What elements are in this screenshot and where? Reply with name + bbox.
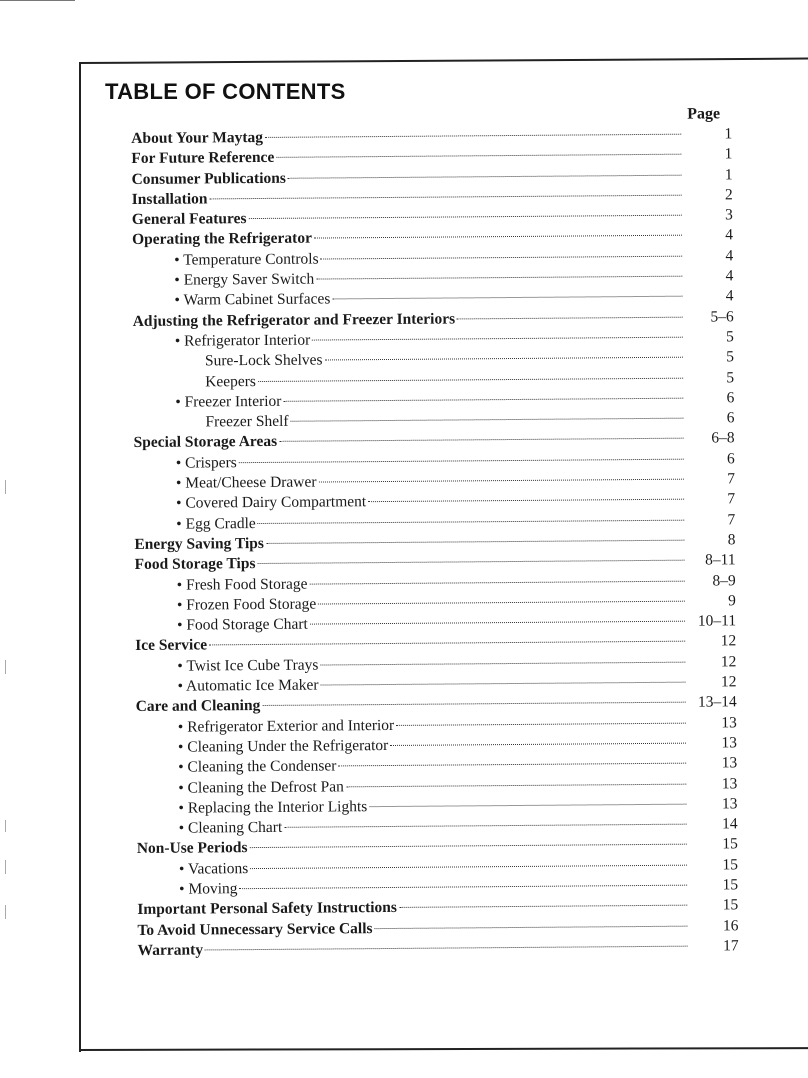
toc-entry-label: • Crispers <box>175 453 237 472</box>
dot-leader <box>338 763 686 767</box>
toc-entry-label: Warranty <box>137 941 204 959</box>
dot-leader <box>284 824 686 828</box>
dot-leader <box>262 702 685 706</box>
toc-entry-page: 6 <box>726 389 735 407</box>
toc-entry-label: • Cleaning the Defrost Pan <box>178 777 344 797</box>
dot-leader <box>250 864 687 868</box>
toc-entry-page: 6 <box>726 409 735 427</box>
toc-entry-label: • Refrigerator Exterior and Interior <box>177 716 395 736</box>
toc-entry-page: 1 <box>724 165 733 183</box>
toc-entry-label: Adjusting the Refrigerator and Freezer Interiors <box>132 310 456 330</box>
toc-entry-label: Installation <box>131 190 208 208</box>
toc-entry-label: To Avoid Unnecessary Service Calls <box>137 919 373 939</box>
dot-leader <box>312 337 683 341</box>
toc-entry-page: 8–9 <box>712 571 736 589</box>
toc-entry-label: • Vacations <box>178 859 249 878</box>
toc-entry-label: • Cleaning the Condenser <box>178 757 337 776</box>
toc-entry-page: 15 <box>722 876 739 894</box>
toc-entry-page: 14 <box>722 815 738 833</box>
dot-leader <box>390 743 686 746</box>
toc-entry-page: 2 <box>724 186 733 204</box>
toc-list <box>131 124 741 961</box>
dot-leader <box>319 479 684 483</box>
toc-entry-label: • Moving <box>179 880 238 898</box>
toc-entry-page: 17 <box>723 937 739 955</box>
toc-entry-page: 5–6 <box>710 307 734 326</box>
dot-leader <box>249 844 686 848</box>
dot-leader <box>399 905 687 908</box>
dot-leader <box>375 925 688 928</box>
toc-entry-label: • Freezer Interior <box>175 392 282 411</box>
dot-leader <box>314 235 682 239</box>
toc-entry-page: 7 <box>727 470 735 488</box>
dot-leader <box>310 621 685 625</box>
dot-leader <box>266 540 684 544</box>
scan-margin-mark <box>5 660 6 674</box>
scan-margin-mark <box>5 860 6 874</box>
toc-entry-label: Consumer Publications <box>131 169 286 188</box>
toc-entry-label: For Future Reference <box>131 149 275 168</box>
dot-leader <box>324 357 682 361</box>
toc-entry-label: • Frozen Food Storage <box>176 595 317 614</box>
toc-entry-label: • Refrigerator Interior <box>174 331 311 350</box>
toc-entry-page: 13 <box>721 713 737 731</box>
toc-entry-label: • Covered Dairy Compartment <box>176 493 367 513</box>
toc-entry-page: 15 <box>722 835 738 853</box>
dot-leader <box>205 946 688 951</box>
dot-leader <box>257 560 684 564</box>
toc-entry-page: 6–8 <box>711 429 735 447</box>
dot-leader <box>321 255 683 259</box>
dot-leader <box>258 519 685 523</box>
toc-entry-label: Freezer Shelf <box>205 412 289 431</box>
dot-leader <box>321 682 686 686</box>
dot-leader <box>457 316 683 319</box>
dot-leader <box>240 885 688 890</box>
frame-top-border <box>79 58 808 64</box>
toc-entry-label: • Egg Cradle <box>176 514 256 533</box>
toc-entry-page: 13 <box>721 754 738 772</box>
table-of-contents <box>131 103 741 961</box>
toc-entry-label: • Cleaning Chart <box>178 818 283 837</box>
dot-leader <box>209 641 685 646</box>
toc-entry-label: Sure-Lock Shelves <box>204 351 323 370</box>
toc-entry-label: • Temperature Controls <box>174 250 319 269</box>
toc-entry-label: Special Storage Areas <box>133 433 278 452</box>
dot-leader <box>239 458 684 462</box>
page-column-header: Page <box>687 105 721 123</box>
toc-entry-page: 16 <box>722 916 739 934</box>
dot-leader <box>332 296 682 300</box>
toc-entry-label: Energy Saving Tips <box>134 534 265 553</box>
toc-entry-label: • Meat/Cheese Drawer <box>175 473 317 492</box>
toc-entry-page: 7 <box>727 490 736 508</box>
toc-entry-page: 5 <box>726 348 735 366</box>
toc-entry-page: 4 <box>725 287 734 305</box>
toc-entry-label: • Cleaning Under the Refrigerator <box>177 736 389 756</box>
toc-entry-label: Important Personal Safety Instructions <box>137 899 397 919</box>
dot-leader <box>396 722 686 725</box>
toc-entry-page: 4 <box>725 267 734 285</box>
toc-entry-page: 5 <box>726 368 735 386</box>
dot-leader <box>283 398 683 402</box>
toc-entry-label: Non-Use Periods <box>136 839 248 858</box>
toc-entry-page: 10–11 <box>697 612 737 630</box>
scan-margin-mark <box>5 480 6 494</box>
frame-left-border <box>79 62 81 1052</box>
toc-entry-page: 12 <box>720 632 737 650</box>
toc-entry-page: 15 <box>722 896 739 914</box>
frame-bottom-border <box>79 1047 808 1051</box>
toc-entry-page: 5 <box>725 328 734 346</box>
dot-leader <box>279 438 683 442</box>
toc-entry-page: 13–14 <box>697 693 737 711</box>
toc-entry-label: • Automatic Ice Maker <box>177 676 319 695</box>
dot-leader <box>265 134 681 138</box>
toc-entry-label: • Replacing the Interior Lights <box>178 797 368 817</box>
toc-entry-label: Care and Cleaning <box>135 697 261 716</box>
toc-entry-page: 9 <box>728 592 736 610</box>
dot-leader <box>258 377 683 381</box>
toc-entry-page: 4 <box>725 226 734 244</box>
toc-entry-page: 15 <box>722 855 739 874</box>
toc-entry-label: About Your Maytag <box>131 128 264 147</box>
dot-leader <box>288 174 682 178</box>
toc-entry-page: 12 <box>720 673 737 691</box>
toc-entry-label: Keepers <box>205 372 256 390</box>
toc-entry-label: • Fresh Food Storage <box>176 575 308 594</box>
toc-entry-page: 7 <box>727 510 736 528</box>
toc-entry-page: 1 <box>724 125 733 143</box>
toc-entry-label: • Twist Ice Cube Trays <box>177 656 319 675</box>
toc-entry-page: 6 <box>726 450 735 468</box>
dot-leader <box>276 154 681 158</box>
dot-leader <box>369 803 686 806</box>
toc-entry-label: Ice Service <box>135 636 208 655</box>
scan-margin-mark <box>5 820 6 832</box>
dot-leader <box>316 276 682 280</box>
toc-entry-page: 8 <box>727 531 736 549</box>
toc-entry-page: 12 <box>720 652 737 671</box>
toc-entry-page: 8–11 <box>705 551 736 569</box>
scan-top-rule <box>0 0 75 1</box>
toc-entry-page: 13 <box>721 734 738 752</box>
toc-entry-label: • Food Storage Chart <box>176 615 308 634</box>
dot-leader <box>210 195 682 200</box>
toc-entry-label: Operating the Refrigerator <box>131 230 313 249</box>
toc-entry-page: 4 <box>725 247 734 265</box>
scan-margin-mark <box>5 905 6 919</box>
toc-entry-label: • Energy Saver Switch <box>174 270 315 289</box>
toc-entry-label: General Features <box>131 210 247 229</box>
toc-entry-page: 13 <box>721 774 738 792</box>
page-title: TABLE OF CONTENTS <box>105 79 346 104</box>
toc-entry-label: • Warm Cabinet Surfaces <box>174 290 331 310</box>
toc-entry-label: Food Storage Tips <box>134 555 256 574</box>
toc-entry-page: 3 <box>725 206 733 224</box>
dot-leader <box>320 661 685 665</box>
dot-leader <box>309 580 684 584</box>
dot-leader <box>318 600 685 604</box>
dot-leader <box>368 499 684 502</box>
dot-leader <box>249 215 682 219</box>
toc-entry-page: 13 <box>721 795 738 813</box>
dot-leader <box>291 418 684 422</box>
dot-leader <box>346 783 686 787</box>
toc-entry-page: 1 <box>724 145 733 163</box>
